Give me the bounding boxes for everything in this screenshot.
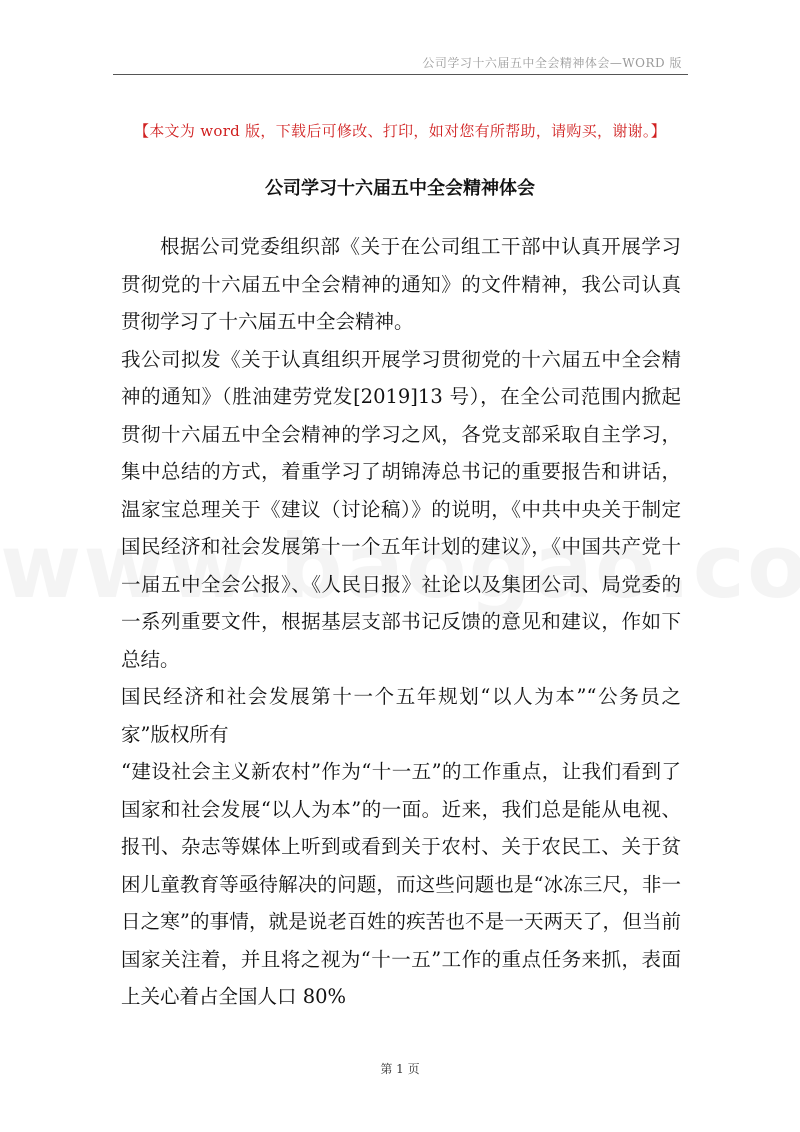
purchase-notice: 【本文为 word 版，下载后可修改、打印，如对您有所帮助，请购买，谢谢。】: [133, 122, 667, 140]
paragraph: 根据公司党委组织部《关于在公司组工干部中认真开展学习贯彻党的十六届五中全会精神的通知》的文件精神，我公司认真贯彻学习了十六届五中全会精神。: [121, 235, 681, 333]
document-body: [121, 228, 681, 1016]
paragraph: 我公司拟发《关于认真组织开展学习贯彻党的十六届五中全会精神的通知》（胜油建劳党发[2019]13 号），在全公司范围内掀起贯彻十六届五中全会精神的学习之风，各党支部采取自主学习，集中总结的方式，着重学习了胡锦涛总书记的重要报告和讲话，温家宝总理关于《建议（讨论稿）》的说明，《中共中央关于制定国民经济和社会发展第十一个五年计划的建议》，《中国共产党十一届五中全会公报》、《人民日报》社论以及集团公司、局党委的一系列重要文件，根据基层支部书记反馈的意见和建议，作如下总结。: [121, 347, 681, 671]
paragraph: “建设社会主义新农村”作为“十一五”的工作重点，让我们看到了国家和社会发展“以人为本”的一面。近来，我们总是能从电视、报刊、杂志等媒体上听到或看到关于农村、关于农民工、关于贫困儿童教育等亟待解决的问题，而这些问题也是“冰冻三尺，非一日之寒”的事情，就是说老百姓的疾苦也不是一天两天了，但当前国家关注着，并且将之视为“十一五”工作的重点任务来抓，表面上关心着占全国人口 80%: [121, 760, 681, 1008]
page-number: 第 1 页: [380, 1062, 420, 1076]
running-header: 公司学习十六届五中全会精神体会—WORD 版: [422, 56, 682, 70]
header-divider: [113, 74, 688, 75]
paragraph: 国民经济和社会发展第十一个五年规划“以人为本”“公务员之家”版权所有: [121, 685, 681, 746]
document-title: 公司学习十六届五中全会精神体会: [265, 178, 535, 199]
